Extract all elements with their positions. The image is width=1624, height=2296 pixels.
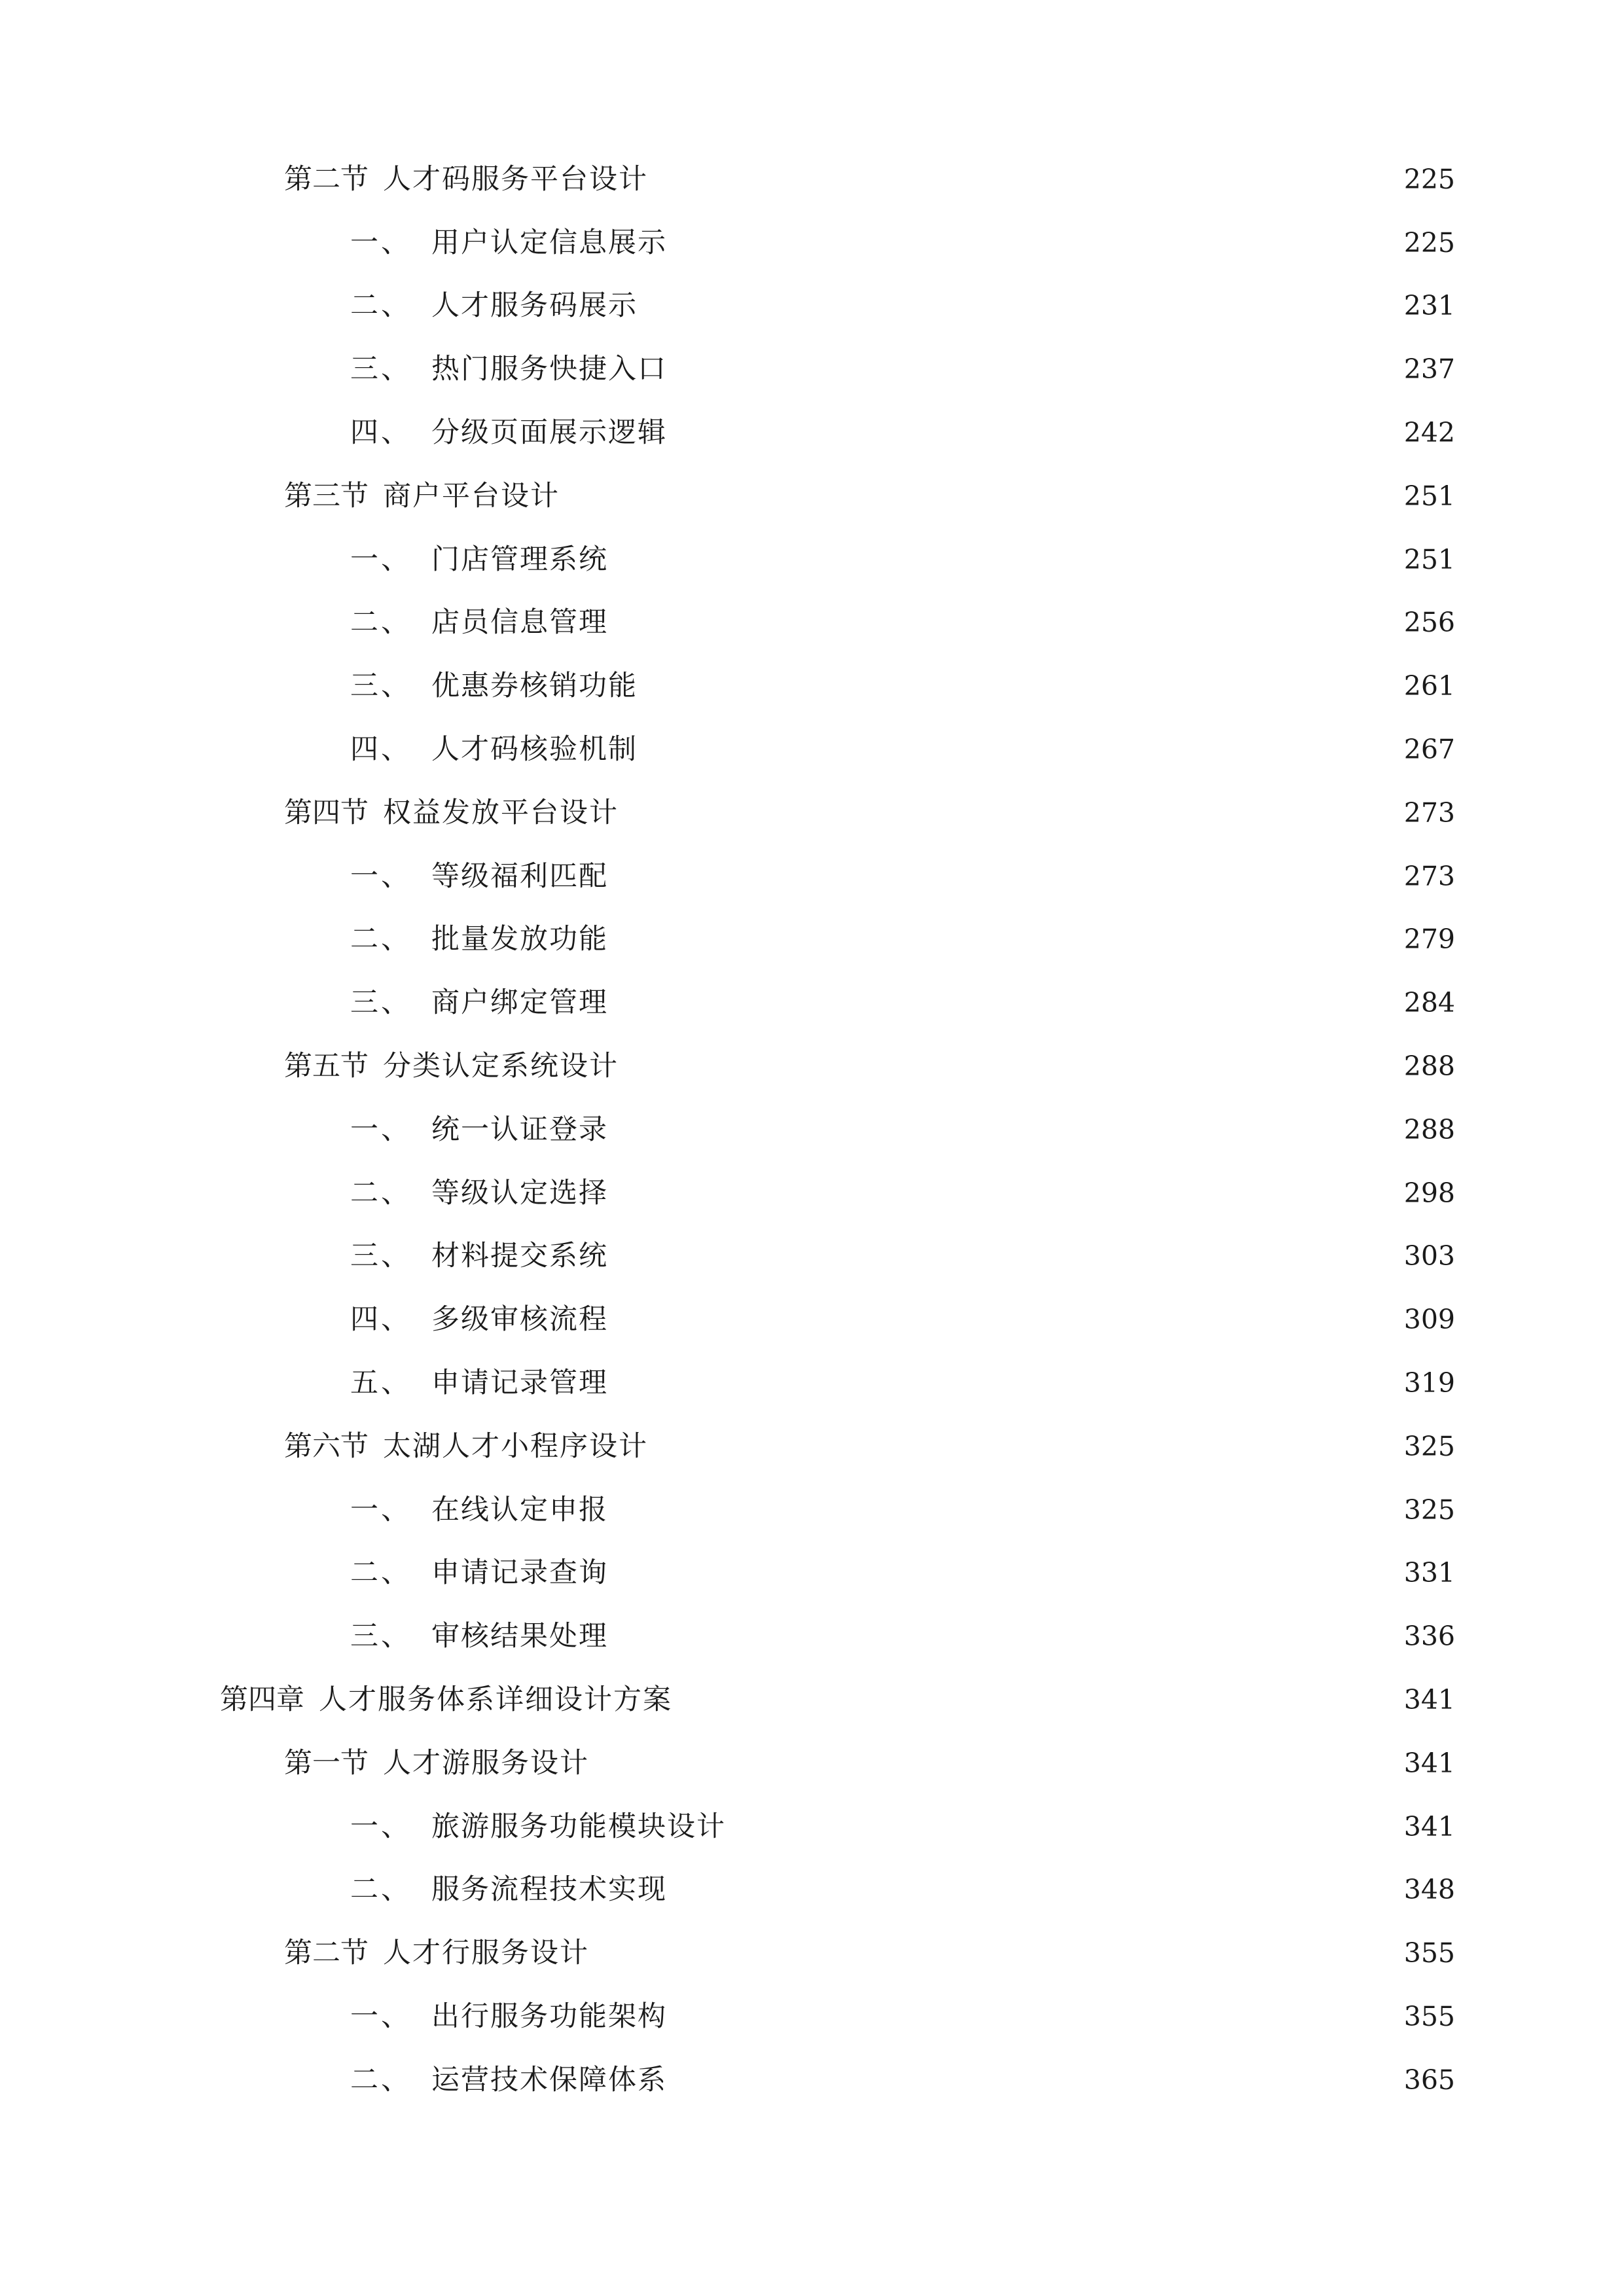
- toc-entry-number: 四、: [350, 1303, 412, 1336]
- toc-entry-title: 分级页面展示逻辑: [431, 416, 667, 450]
- toc-entry-number: 第二节: [284, 1937, 369, 1970]
- toc-entry-title: 人才行服务设计: [383, 1937, 589, 1970]
- toc-page-number: 355: [1403, 2001, 1455, 2032]
- toc-page-number: 319: [1403, 1367, 1455, 1399]
- toc-dot-leader: [647, 292, 1392, 320]
- toc-dot-leader: [617, 546, 1392, 574]
- toc-entry[interactable]: [0, 211, 1624, 275]
- toc-entry-title: 店员信息管理: [431, 606, 608, 639]
- toc-entry-number: 一、: [350, 1810, 412, 1843]
- toc-page-number: 279: [1403, 924, 1455, 956]
- toc-entry-number: 四、: [350, 733, 412, 766]
- toc-dot-leader: [647, 672, 1392, 700]
- toc-entry-number: 一、: [350, 859, 412, 893]
- toc-page-number: 251: [1403, 480, 1455, 512]
- toc-entry-number: 一、: [350, 1493, 412, 1526]
- toc-entry-number: 第二节: [284, 162, 369, 196]
- toc-entry-number: 二、: [350, 923, 412, 956]
- toc-entry-title: 人才游服务设计: [383, 1746, 589, 1780]
- toc-entry-title: 分类认定系统设计: [383, 1050, 619, 1083]
- toc-entry[interactable]: [0, 655, 1624, 718]
- toc-entry-title: 等级认定选择: [431, 1176, 608, 1210]
- toc-entry-title: 优惠券核销功能: [431, 670, 638, 703]
- toc-page-number: 288: [1403, 1113, 1455, 1145]
- toc-dot-leader: [569, 482, 1392, 511]
- toc-entry-number: 三、: [350, 353, 412, 386]
- toc-dot-leader: [617, 863, 1392, 891]
- toc-entry[interactable]: [0, 592, 1624, 655]
- toc-dot-leader: [617, 1559, 1392, 1587]
- toc-page-number: 298: [1403, 1177, 1455, 1209]
- toc-entry-title: 申请记录管理: [431, 1367, 608, 1400]
- toc-entry-title: 商户平台设计: [383, 479, 560, 512]
- toc-entry-title: 服务流程技术实现: [431, 1873, 667, 1907]
- toc-entry-number: 二、: [350, 1873, 412, 1907]
- toc-dot-leader: [617, 1179, 1392, 1208]
- toc-entry-number: 第一节: [284, 1746, 369, 1780]
- toc-entry[interactable]: [0, 845, 1624, 908]
- toc-entry-title: 运营技术保障体系: [431, 2063, 667, 2096]
- toc-dot-leader: [617, 989, 1392, 1017]
- toc-entry-title: 材料提交系统: [431, 1240, 608, 1273]
- toc-entry-title: 太湖人才小程序设计: [383, 1429, 648, 1463]
- toc-entry[interactable]: [0, 718, 1624, 781]
- toc-entry[interactable]: [0, 1162, 1624, 1225]
- toc-entry[interactable]: [0, 465, 1624, 528]
- toc-page-number: 341: [1403, 1684, 1455, 1716]
- toc-entry-number: 二、: [350, 2063, 412, 2096]
- toc-page-number: 303: [1403, 1240, 1455, 1272]
- toc-entry[interactable]: [0, 1985, 1624, 2049]
- toc-dot-leader: [628, 799, 1392, 827]
- toc-dot-leader: [735, 1813, 1392, 1841]
- toc-page-number: 242: [1403, 417, 1455, 449]
- toc-page-number: 267: [1403, 734, 1455, 766]
- toc-page-number: 284: [1403, 987, 1455, 1019]
- toc-entry-number: 一、: [350, 543, 412, 576]
- toc-entry-title: 权益发放平台设计: [383, 796, 619, 829]
- toc-dot-leader: [617, 1369, 1392, 1397]
- toc-entry-title: 统一认证登录: [431, 1113, 608, 1146]
- toc-dot-leader: [617, 1623, 1392, 1651]
- toc-entry[interactable]: [0, 1668, 1624, 1732]
- toc-entry[interactable]: [0, 401, 1624, 465]
- toc-page-number: 288: [1403, 1050, 1455, 1083]
- toc-dot-leader: [617, 609, 1392, 637]
- toc-entry[interactable]: [0, 908, 1624, 972]
- toc-entry-number: 一、: [350, 2000, 412, 2033]
- toc-entry-title: 旅游服务功能模块设计: [431, 1810, 726, 1843]
- toc-entry-title: 等级福利匹配: [431, 859, 608, 893]
- toc-entry-number: 二、: [350, 1176, 412, 1210]
- toc-entry[interactable]: [0, 1795, 1624, 1859]
- toc-entry-number: 一、: [350, 1113, 412, 1146]
- toc-entry[interactable]: [0, 1098, 1624, 1162]
- toc-entry-number: 一、: [350, 226, 412, 259]
- toc-entry-number: 二、: [350, 606, 412, 639]
- toc-dot-leader: [628, 1052, 1392, 1081]
- toc-dot-leader: [676, 355, 1392, 384]
- toc-page-number: 309: [1403, 1304, 1455, 1336]
- toc-dot-leader: [598, 1749, 1392, 1778]
- toc-dot-leader: [676, 1876, 1392, 1904]
- toc-page-number: 225: [1403, 163, 1455, 195]
- toc-entry-title: 人才码服务平台设计: [383, 162, 648, 196]
- toc-page-number: 325: [1403, 1430, 1455, 1462]
- toc-entry-title: 人才服务体系详细设计方案: [319, 1683, 672, 1717]
- toc-entry-number: 二、: [350, 1556, 412, 1590]
- toc-entry[interactable]: [0, 1035, 1624, 1098]
- toc-entry[interactable]: [0, 1479, 1624, 1542]
- toc-dot-leader: [598, 1939, 1392, 1967]
- toc-dot-leader: [676, 2066, 1392, 2094]
- toc-entry[interactable]: [0, 1859, 1624, 1922]
- toc-entry[interactable]: [0, 148, 1624, 211]
- toc-entry[interactable]: [0, 338, 1624, 401]
- toc-dot-leader: [617, 925, 1392, 954]
- toc-entry-number: 三、: [350, 986, 412, 1020]
- toc-entry[interactable]: [0, 1732, 1624, 1795]
- toc-entry-number: 三、: [350, 1620, 412, 1653]
- toc-page-number: 273: [1403, 797, 1455, 829]
- toc-page-number: 251: [1403, 543, 1455, 575]
- toc-dot-leader: [657, 166, 1392, 194]
- toc-dot-leader: [676, 419, 1392, 447]
- toc-dot-leader: [657, 1433, 1392, 1461]
- toc-page-number: 225: [1403, 226, 1455, 259]
- toc-dot-leader: [617, 1306, 1392, 1334]
- toc-entry[interactable]: [0, 971, 1624, 1035]
- toc-page-number: 365: [1403, 2064, 1455, 2096]
- toc-dot-leader: [676, 2003, 1392, 2031]
- toc-entry-number: 三、: [350, 670, 412, 703]
- toc-dot-leader: [617, 1496, 1392, 1524]
- toc-entry-title: 审核结果处理: [431, 1620, 608, 1653]
- toc-page-number: 237: [1403, 353, 1455, 386]
- toc-entry[interactable]: [0, 1352, 1624, 1415]
- toc-entry[interactable]: [0, 1542, 1624, 1605]
- toc-entry-title: 多级审核流程: [431, 1303, 608, 1336]
- toc-entry-number: 二、: [350, 289, 412, 323]
- toc-entry-number: 四、: [350, 416, 412, 450]
- toc-page-number: 341: [1403, 1747, 1455, 1779]
- toc-entry-title: 商户绑定管理: [431, 986, 608, 1020]
- toc-page-number: 341: [1403, 1810, 1455, 1842]
- toc-page-number: 336: [1403, 1621, 1455, 1653]
- toc-entry[interactable]: [0, 1288, 1624, 1352]
- toc-dot-leader: [617, 1242, 1392, 1270]
- toc-entry-title: 人才码核验机制: [431, 733, 638, 766]
- toc-dot-leader: [676, 229, 1392, 257]
- toc-page-number: 256: [1403, 607, 1455, 639]
- toc-entry-title: 门店管理系统: [431, 543, 608, 576]
- toc-page-number: 231: [1403, 290, 1455, 322]
- toc-entry-title: 在线认定申报: [431, 1493, 608, 1526]
- toc-entry-number: 第三节: [284, 479, 369, 512]
- toc-entry[interactable]: [0, 1922, 1624, 1985]
- toc-page-number: 331: [1403, 1557, 1455, 1589]
- toc-entry-number: 五、: [350, 1367, 412, 1400]
- toc-entry[interactable]: [0, 528, 1624, 592]
- toc-entry-title: 批量发放功能: [431, 923, 608, 956]
- toc-entry[interactable]: [0, 781, 1624, 845]
- toc-page-number: 355: [1403, 1937, 1455, 1969]
- toc-page-number: 348: [1403, 1874, 1455, 1906]
- toc-entry-number: 第四节: [284, 796, 369, 829]
- toc-dot-leader: [617, 1116, 1392, 1144]
- toc-page-number: 273: [1403, 860, 1455, 892]
- toc-page-number: 261: [1403, 670, 1455, 702]
- toc-entry-number: 第六节: [284, 1429, 369, 1463]
- toc-dot-leader: [681, 1686, 1392, 1714]
- toc-entry-title: 申请记录查询: [431, 1556, 608, 1590]
- toc-page-number: 325: [1403, 1494, 1455, 1526]
- toc-entry-number: 第四章: [220, 1683, 304, 1717]
- toc-entry-title: 用户认定信息展示: [431, 226, 667, 259]
- toc-entry[interactable]: [0, 275, 1624, 338]
- table-of-contents: [0, 148, 1624, 2112]
- toc-entry-number: 第五节: [284, 1050, 369, 1083]
- toc-entry-title: 人才服务码展示: [431, 289, 638, 323]
- toc-dot-leader: [647, 736, 1392, 764]
- toc-entry[interactable]: [0, 1415, 1624, 1479]
- toc-entry-number: 三、: [350, 1240, 412, 1273]
- toc-entry-title: 出行服务功能架构: [431, 2000, 667, 2033]
- toc-entry[interactable]: [0, 2049, 1624, 2112]
- toc-entry-title: 热门服务快捷入口: [431, 353, 667, 386]
- toc-entry[interactable]: [0, 1605, 1624, 1668]
- toc-entry[interactable]: [0, 1225, 1624, 1289]
